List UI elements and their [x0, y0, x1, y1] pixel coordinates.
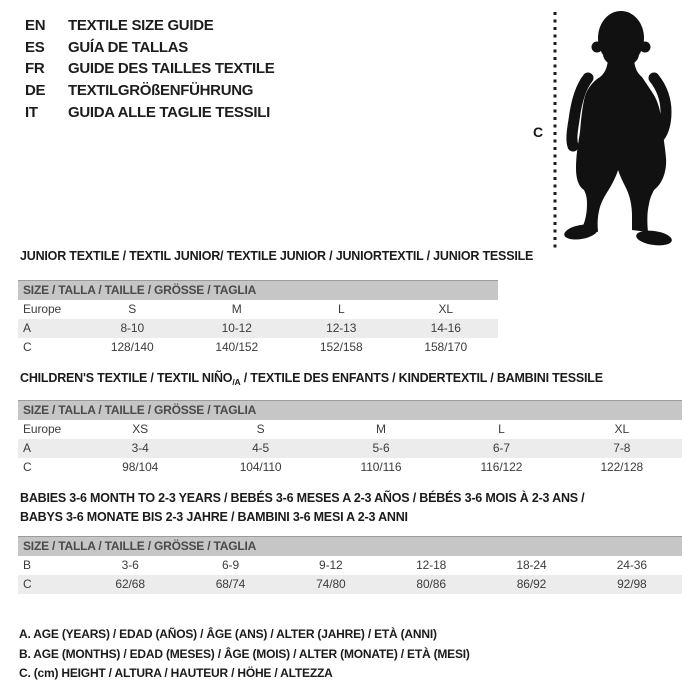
language-row	[25, 80, 274, 102]
junior-size-table	[18, 280, 498, 357]
title-subscript: /A	[232, 377, 241, 387]
language-row	[25, 37, 274, 59]
table-cell: 8-10	[120, 321, 145, 335]
title-line: BABIES 3-6 MONTH TO 2-3 YEARS / BEBÉS 3-6 MESES A 2-3 AÑOS / BÉBÉS 3-6 MOIS À 2-3 ANS /	[20, 491, 585, 505]
table-cell: 110/116	[360, 460, 402, 474]
size-header-row: SIZE / TALLA / TAILLE / GRÖSSE / TAGLIA	[18, 536, 682, 556]
table-cell: 3-6	[121, 558, 139, 572]
table-cell: 68/74	[215, 577, 246, 591]
footnote-line: A. AGE (YEARS) / EDAD (AÑOS) / ÂGE (ANS) / ALTER (JAHRE) / ETÀ (ANNI)	[19, 627, 437, 641]
table-cell: 14-16	[430, 321, 461, 335]
language-title-list	[25, 15, 274, 123]
table-cell: 128/140	[110, 340, 154, 354]
table-body	[18, 556, 682, 594]
language-label: GUÍA DE TALLAS	[68, 38, 188, 56]
table-cell: 6-7	[492, 441, 510, 455]
size-header-row: SIZE / TALLA / TAILLE / GRÖSSE / TAGLIA	[18, 280, 498, 300]
row-label: Europe	[23, 302, 62, 316]
toddler-silhouette-icon	[528, 6, 700, 252]
language-row	[25, 15, 274, 37]
babies-size-table	[18, 536, 682, 594]
title-text: / TEXTILE DES ENFANTS / KINDERTEXTIL / BAMBINI TESSILE	[240, 371, 603, 385]
title-text: CHILDREN'S TEXTILE / TEXTIL NIÑO	[20, 371, 233, 385]
table-row	[18, 420, 682, 439]
language-label: TEXTILE SIZE GUIDE	[68, 17, 214, 35]
table-cell: XL	[614, 422, 630, 436]
footnote-line: B. AGE (MONTHS) / EDAD (MESES) / ÂGE (MOIS) / ALTER (MONATE) / ETÀ (MESI)	[19, 646, 470, 661]
language-code: DE	[25, 82, 46, 100]
size-header-row: SIZE / TALLA / TAILLE / GRÖSSE / TAGLIA	[18, 400, 682, 420]
table-row	[18, 556, 682, 575]
table-cell: 12-18	[416, 558, 447, 572]
table-cell: S	[128, 302, 137, 316]
table-cell: L	[337, 302, 345, 316]
row-label: B	[23, 558, 31, 572]
language-label: TEXTILGRÖßENFÜHRUNG	[68, 82, 254, 100]
table-row	[18, 439, 682, 458]
table-cell: 80/86	[416, 577, 446, 591]
footnote-line: C. (cm) HEIGHT / ALTURA / HAUTEUR / HÖHE / ALTEZZA	[19, 666, 333, 680]
language-label: GUIDA ALLE TAGLIE TESSILI	[68, 103, 270, 121]
table-body	[18, 420, 682, 477]
table-cell: XL	[438, 302, 453, 316]
table-cell: 10-12	[221, 321, 252, 335]
measurement-figure	[528, 6, 700, 252]
table-cell: 158/170	[424, 340, 468, 354]
table-cell: 12-13	[326, 321, 357, 335]
table-cell: 9-12	[319, 558, 343, 572]
language-row	[25, 101, 274, 123]
row-label: A	[23, 321, 31, 335]
language-code: IT	[25, 103, 38, 121]
children-size-table	[18, 400, 682, 477]
table-cell: L	[498, 422, 505, 436]
table-cell: 104/110	[239, 460, 282, 474]
title-line: BABYS 3-6 MONATE BIS 2-3 JAHRE / BAMBINI 3-6 MESI A 2-3 ANNI	[20, 510, 408, 524]
row-label: Europe	[23, 422, 62, 436]
section-title-children	[20, 371, 603, 387]
table-body	[18, 300, 498, 357]
table-cell: S	[256, 422, 265, 436]
language-code: FR	[25, 60, 45, 78]
table-cell: 4-5	[252, 441, 270, 455]
table-row	[18, 338, 498, 357]
language-code: EN	[25, 17, 46, 35]
table-cell: 140/152	[215, 340, 259, 354]
measure-c-label: C	[533, 124, 544, 140]
table-cell: 7-8	[613, 441, 631, 455]
table-cell: XS	[132, 422, 149, 436]
table-row	[18, 300, 498, 319]
table-cell: 62/68	[115, 577, 145, 591]
table-cell: 24-36	[616, 558, 647, 572]
row-label: A	[23, 441, 31, 455]
section-title-junior: JUNIOR TEXTILE / TEXTIL JUNIOR/ TEXTILE JUNIOR / JUNIORTEXTIL / JUNIOR TESSILE	[20, 249, 534, 263]
footnote-legend	[19, 627, 470, 686]
table-cell: 5-6	[372, 441, 390, 455]
table-cell: 6-9	[221, 558, 240, 572]
section-title-babies	[20, 489, 584, 527]
row-label: C	[23, 577, 32, 591]
table-cell: M	[231, 302, 242, 316]
row-label: C	[23, 460, 32, 474]
table-cell: 152/158	[319, 340, 363, 354]
language-label: GUIDE DES TAILLES TEXTILE	[68, 60, 275, 78]
table-cell: 18-24	[516, 558, 547, 572]
language-code: ES	[25, 38, 45, 56]
table-cell: 116/122	[480, 460, 523, 474]
table-cell: 3-4	[131, 441, 149, 455]
table-cell: 92/98	[617, 577, 647, 591]
table-row	[18, 319, 498, 338]
row-label: C	[23, 340, 32, 354]
table-row	[18, 458, 682, 477]
language-row	[25, 58, 274, 80]
table-cell: 122/128	[600, 460, 644, 474]
table-cell: 98/104	[122, 460, 159, 474]
table-cell: M	[376, 422, 386, 436]
table-cell: 86/92	[516, 577, 547, 591]
table-cell: 74/80	[316, 577, 346, 591]
table-row	[18, 575, 682, 594]
